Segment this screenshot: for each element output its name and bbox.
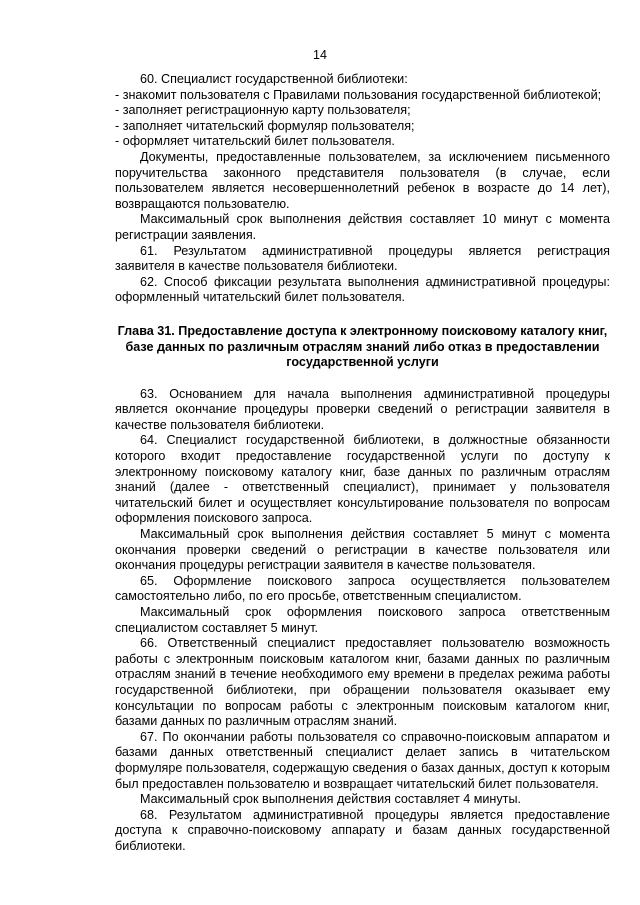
paragraph: 67. По окончании работы пользователя со справочно-поисковым аппаратом и базами данных ответственный специалист делает запись в читательском формуляре пользователя, содержащую сведения о базах данных, доступ к которым был предоставлен пользователю и возвращает читательский билет пользователя. (115, 729, 610, 791)
section-after-chapter (115, 387, 610, 855)
paragraph: - заполняет читательский формуляр пользователя; (115, 118, 415, 133)
paragraph: 66. Ответственный специалист предоставляет пользователю возможность работы с электронным поисковым каталогом книг, базами данных по различным отраслям знаний в течение необходимого ему времени в пределах режима работы государственной библиотеки, при обращении пользователя оказывает ему консультации по вопросам работы с электронным поисковым каталогом книг, базами данных по различным отраслям знаний. (115, 636, 610, 729)
paragraph: Максимальный срок выполнения действия составляет 4 минуты. (140, 792, 522, 807)
section-before-chapter (115, 72, 610, 306)
paragraph: 68. Результатом административной процедуры является предоставление доступа к справочно-поисковому аппарату и базам данных государственной библиотеки. (115, 807, 610, 853)
chapter-title: Глава 31. Предоставление доступа к электронному поисковому каталогу книг, базе данных по различным отраслям знаний либо отказ в предоставлении государственной услуги (117, 323, 608, 370)
document-body (115, 72, 610, 855)
paragraph: - оформляет читательский билет пользователя. (115, 134, 395, 149)
paragraph: 63. Основанием для начала выполнения административной процедуры является окончание процедуры проверки сведений о регистрации заявителя в качестве пользователя библиотеки. (115, 386, 610, 432)
paragraph: - знакомит пользователя с Правилами пользования государственной библиотекой; (115, 87, 602, 102)
page-number: 14 (313, 48, 327, 62)
paragraph: Максимальный срок оформления поискового запроса ответственным специалистом составляет 5 минут. (115, 605, 610, 635)
paragraph: Документы, предоставленные пользователем, за исключением письменного поручительства законного представителя пользователя (в случае, если пользователем является несовершеннолетний ребенок в возрасте до 14 лет), возвращаются пользователю. (115, 149, 610, 211)
paragraph: 61. Результатом административной процедуры является регистрация заявителя в качестве пользователя библиотеки. (115, 243, 610, 274)
paragraph: - заполняет регистрационную карту пользователя; (115, 103, 411, 118)
paragraph: Максимальный срок выполнения действия составляет 10 минут с момента регистрации заявления. (115, 212, 610, 242)
paragraph: 60. Специалист государственной библиотеки: (140, 72, 408, 86)
paragraph: 65. Оформление поискового запроса осуществляется пользователем самостоятельно либо, по его просьбе, ответственным специалистом. (115, 573, 610, 604)
paragraph: Максимальный срок выполнения действия составляет 5 минут с момента окончания проверки сведений о регистрации в качестве пользователя или окончания процедуры регистрации заявителя в качестве пользователя. (115, 527, 610, 573)
paragraph: 62. Способ фиксации результата выполнения административной процедуры: оформленный читательский билет пользователя. (115, 274, 610, 305)
paragraph: 64. Специалист государственной библиотеки, в должностные обязанности которого входит предоставление государственной услуги по доступу к электронному поисковому каталогу книг, базе данных по различным отраслям знаний (далее - ответственный специалист), принимает у пользователя читательский билет и осуществляет консультирование пользователя по вопросам оформления поискового запроса. (115, 433, 610, 526)
